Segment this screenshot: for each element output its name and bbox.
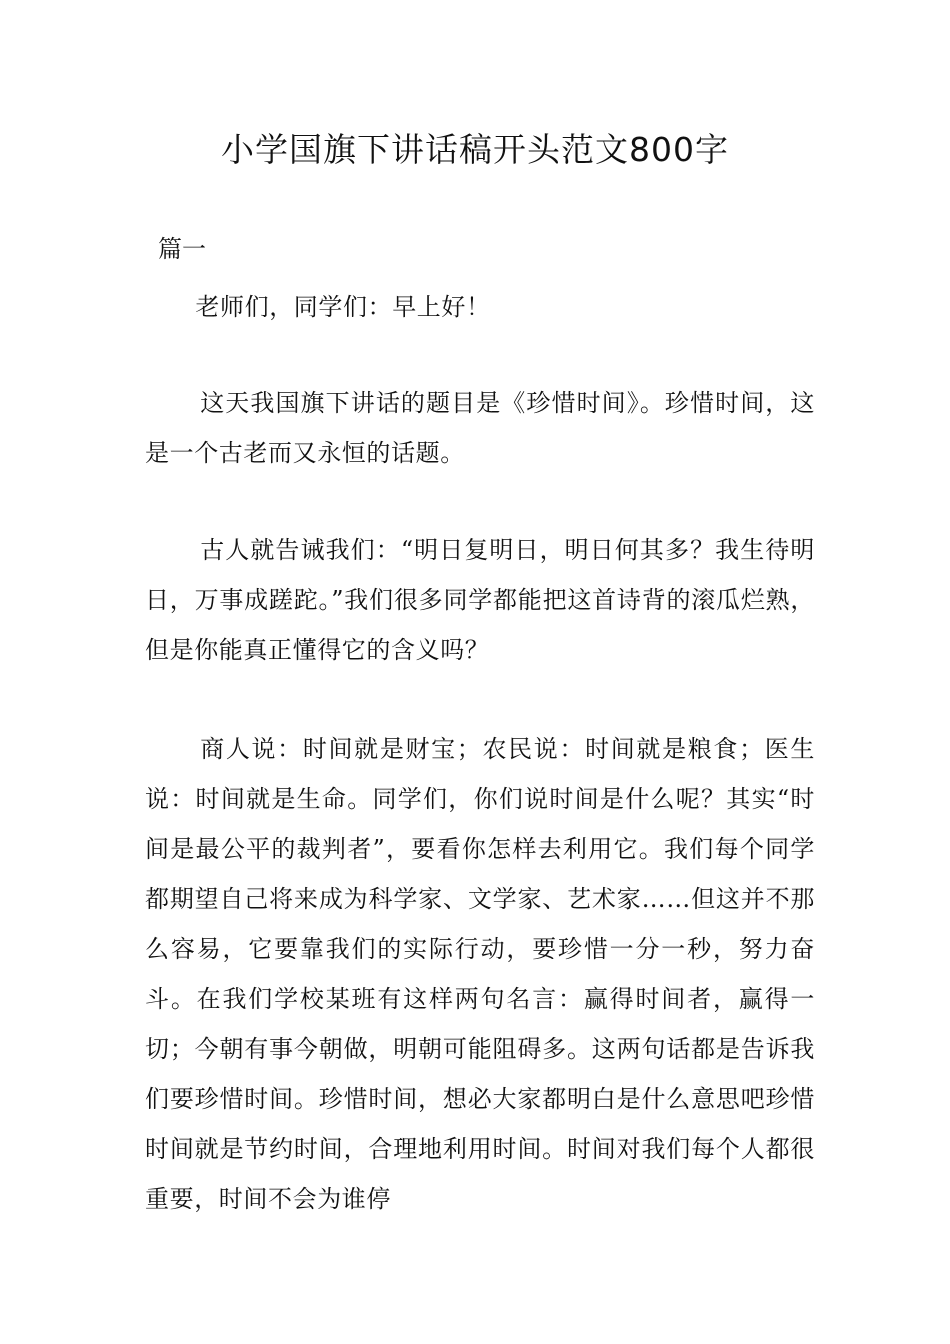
paragraph-topic: 这天我国旗下讲话的题目是《珍惜时间》。珍惜时间，这是一个古老而又永恒的话题。 bbox=[145, 389, 815, 467]
section-label: 篇一 bbox=[158, 235, 206, 263]
document-title: 小学国旗下讲话稿开头范文800字 bbox=[221, 130, 729, 169]
paragraph-greeting: 老师们，同学们：早上好！ bbox=[195, 293, 491, 321]
paragraph-ancient-poem: 古人就告诫我们：“明日复明日，明日何其多？我生待明日，万事成蹉跎。”我们很多同学都能把这首诗背的滚瓜烂熟，但是你能真正懂得它的含义吗？ bbox=[145, 536, 815, 664]
paragraph-time-meaning: 商人说：时间就是财宝；农民说：时间就是粮食；医生说：时间就是生命。同学们，你们说时间是什么呢？其实“时间是最公平的裁判者”，要看你怎样去利用它。我们每个同学都期望自己将来成为科学家、文学家、艺术家……但这并不那么容易，它要靠我们的实际行动，要珍惜一分一秒，努力奋斗。在我们学校某班有这样两句名言：赢得时间者，赢得一切；今朝有事今朝做，明朝可能阻碍多。这两句话都是告诉我们要珍惜时间。珍惜时间，想必大家都明白是什么意思吧珍惜时间就是节约时间，合理地利用时间。时间对我们每个人都很重要，时间不会为谁停 bbox=[145, 735, 815, 1213]
